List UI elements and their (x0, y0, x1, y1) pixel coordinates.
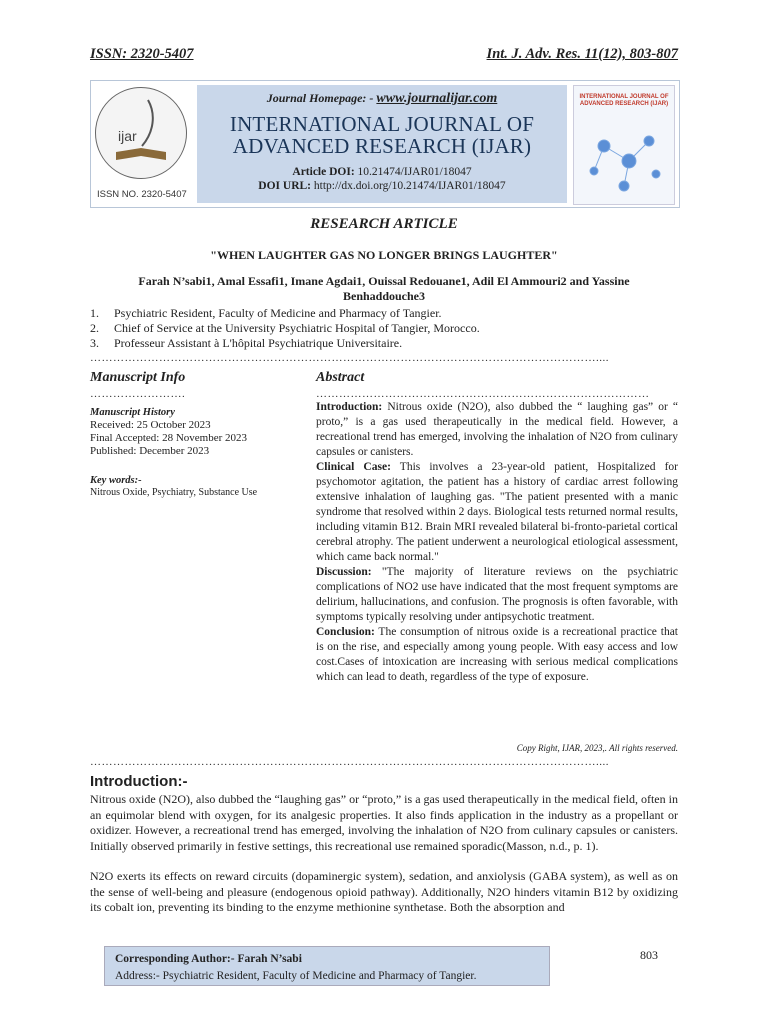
paragraph: Nitrous oxide (N2O), also dubbed the “laughing gas” or “proto,” is a gas used therapeutically in the medical field, often in an equimolar blend with oxygen, for its analgesic properties. It also finds application in the industry as a propellant or oxidizer. However, a recreational trend has emerged, involving the inhalation of N2O from culinary capsules or canisters. Initially observed primarily in festive settings, this recreational use remained sporadic(Masson, n.d., p. 1). (90, 792, 678, 853)
journal-logo (93, 85, 193, 203)
logo-emblem (95, 87, 187, 179)
abstract-section (316, 370, 678, 685)
article-doi: 10.21474/IJAR01/18047 (357, 166, 472, 178)
banner-center (197, 85, 567, 203)
history-label: Manuscript History (90, 407, 175, 418)
corresponding-author-box (104, 946, 550, 986)
author-address: Address:- Psychiatric Resident, Faculty of Medicine and Pharmacy of Tangier. (115, 970, 477, 982)
doi-url-link[interactable]: http://dx.doi.org/10.21474/IJAR01/18047 (313, 180, 506, 192)
paragraph: N2O exerts its effects on reward circuits (dopaminergic system), sedation, and anxiolysis (GABA system), as well as on the sense of well-being and pleasure (endogenous opioid pathway). Additionally, N2O hinders vitamin B12 by oxidizing its cobalt ion, preventing its binding to the enzyme methionine synthetase. Both the absorption and (90, 869, 678, 914)
journal-homepage (197, 91, 567, 107)
published-date: Published: December 2023 (90, 445, 210, 457)
molecule-icon (574, 86, 674, 204)
page-number: 803 (640, 948, 658, 962)
issn: ISSN: 2320-5407 (90, 46, 194, 62)
keywords-label: Key words:- (90, 475, 142, 486)
journal-banner (90, 80, 680, 208)
citation: Int. J. Adv. Res. 11(12), 803-807 (486, 46, 678, 62)
divider: ……………………. (90, 388, 186, 400)
introduction-body (90, 792, 678, 931)
affiliation-item: 3. Professeur Assistant à L'hôpital Psychiatrique Universitaire. (90, 336, 403, 350)
quill-book-icon (96, 88, 186, 178)
affiliation-item: 1. Psychiatric Resident, Faculty of Medicine and Pharmacy of Tangier. (90, 306, 442, 320)
homepage-link[interactable]: www.journalijar.com (376, 91, 498, 106)
manuscript-info-heading: Manuscript Info (90, 370, 186, 385)
cover-title: INTERNATIONAL JOURNAL OF ADVANCED RESEARCH (IJAR) (579, 94, 669, 108)
abstract-conclusion: Conclusion: The consumption of nitrous oxide is a recreational practice that is on the rise, and especially among young people. With easy access and low cost.Cases of intoxication are increasing with serious medical complications which can lead to death, regardless of the type of exposure. (316, 626, 678, 683)
received-date: Received: 25 October 2023 (90, 419, 211, 431)
manuscript-info (90, 370, 275, 499)
homepage-label: Journal Homepage: - (266, 91, 374, 105)
logo-text: ijar (118, 128, 137, 144)
doi-url-label: DOI URL: (258, 180, 312, 192)
corresponding-author: Corresponding Author:- Farah N’sabi (115, 953, 302, 965)
journal-name (197, 113, 567, 157)
accepted-date: Final Accepted: 28 November 2023 (90, 432, 248, 444)
divider: …………………………………………………………………………………………………………………….... (90, 756, 609, 768)
affiliations (90, 306, 678, 351)
doi-block (197, 165, 567, 193)
journal-name-line2: ADVANCED RESEARCH (IJAR) (232, 134, 532, 158)
introduction-heading: Introduction:- (90, 773, 188, 790)
article-type: RESEARCH ARTICLE (310, 216, 458, 232)
article-title: "WHEN LAUGHTER GAS NO LONGER BRINGS LAUGHTER" (210, 248, 558, 262)
article-doi-label: Article DOI: (292, 166, 355, 178)
abstract-body (316, 400, 678, 685)
divider: …………………………………………………………………………………………………………………….... (90, 352, 609, 364)
abstract-discussion: Discussion: "The majority of literature reviews on the psychiatric complications of NO2 use have indicated that the most frequent symptoms are delirium, hallucinations, and confusion. The prognosis is often favorable, with symptoms typically resolving under antipsychotic treatment. (316, 566, 678, 623)
abstract-intro: Introduction: Nitrous oxide (N2O), also dubbed the “ laughing gas” or “ proto,” is a gas used therapeutically in the medical field. However, a recreational trend has emerged, involving the inhalation of N2O from culinary capsules or canisters. (316, 401, 678, 458)
abstract-heading: Abstract (316, 370, 365, 385)
abstract-case: Clinical Case: This involves a 23-year-old patient, Hospitalized for psychomotor agitation, the patient has a history of cardiac arrest following extensive inhalation of laughing gas. "The patient presented with a manic syndrome that resolved within 2 days. Biological tests returned normal results, including vitamin B12. Brain MRI revealed bilateral bi-fronto-parietal cortical cerebral atrophy. The patient underwent a neurological etiological assessment, which came back normal." (316, 461, 678, 563)
copyright-notice: Copy Right, IJAR, 2023,. All rights reserved. (516, 743, 678, 753)
divider: …………………………………………………………………………… (316, 388, 650, 400)
logo-issn: ISSN NO. 2320-5407 (97, 189, 187, 200)
running-header (90, 46, 678, 63)
affiliation-item: 2. Chief of Service at the University Psychiatric Hospital of Tangier, Morocco. (90, 321, 480, 335)
journal-name-line1: INTERNATIONAL JOURNAL OF (229, 112, 535, 136)
author-list: Farah N’sabi1, Amal Essafi1, Imane Agdai1, Ouissal Redouane1, Adil El Ammouri2 and Yassine Benhaddouche3 (138, 274, 630, 303)
journal-cover-thumbnail (573, 85, 675, 205)
keywords: Nitrous Oxide, Psychiatry, Substance Use (90, 487, 258, 498)
